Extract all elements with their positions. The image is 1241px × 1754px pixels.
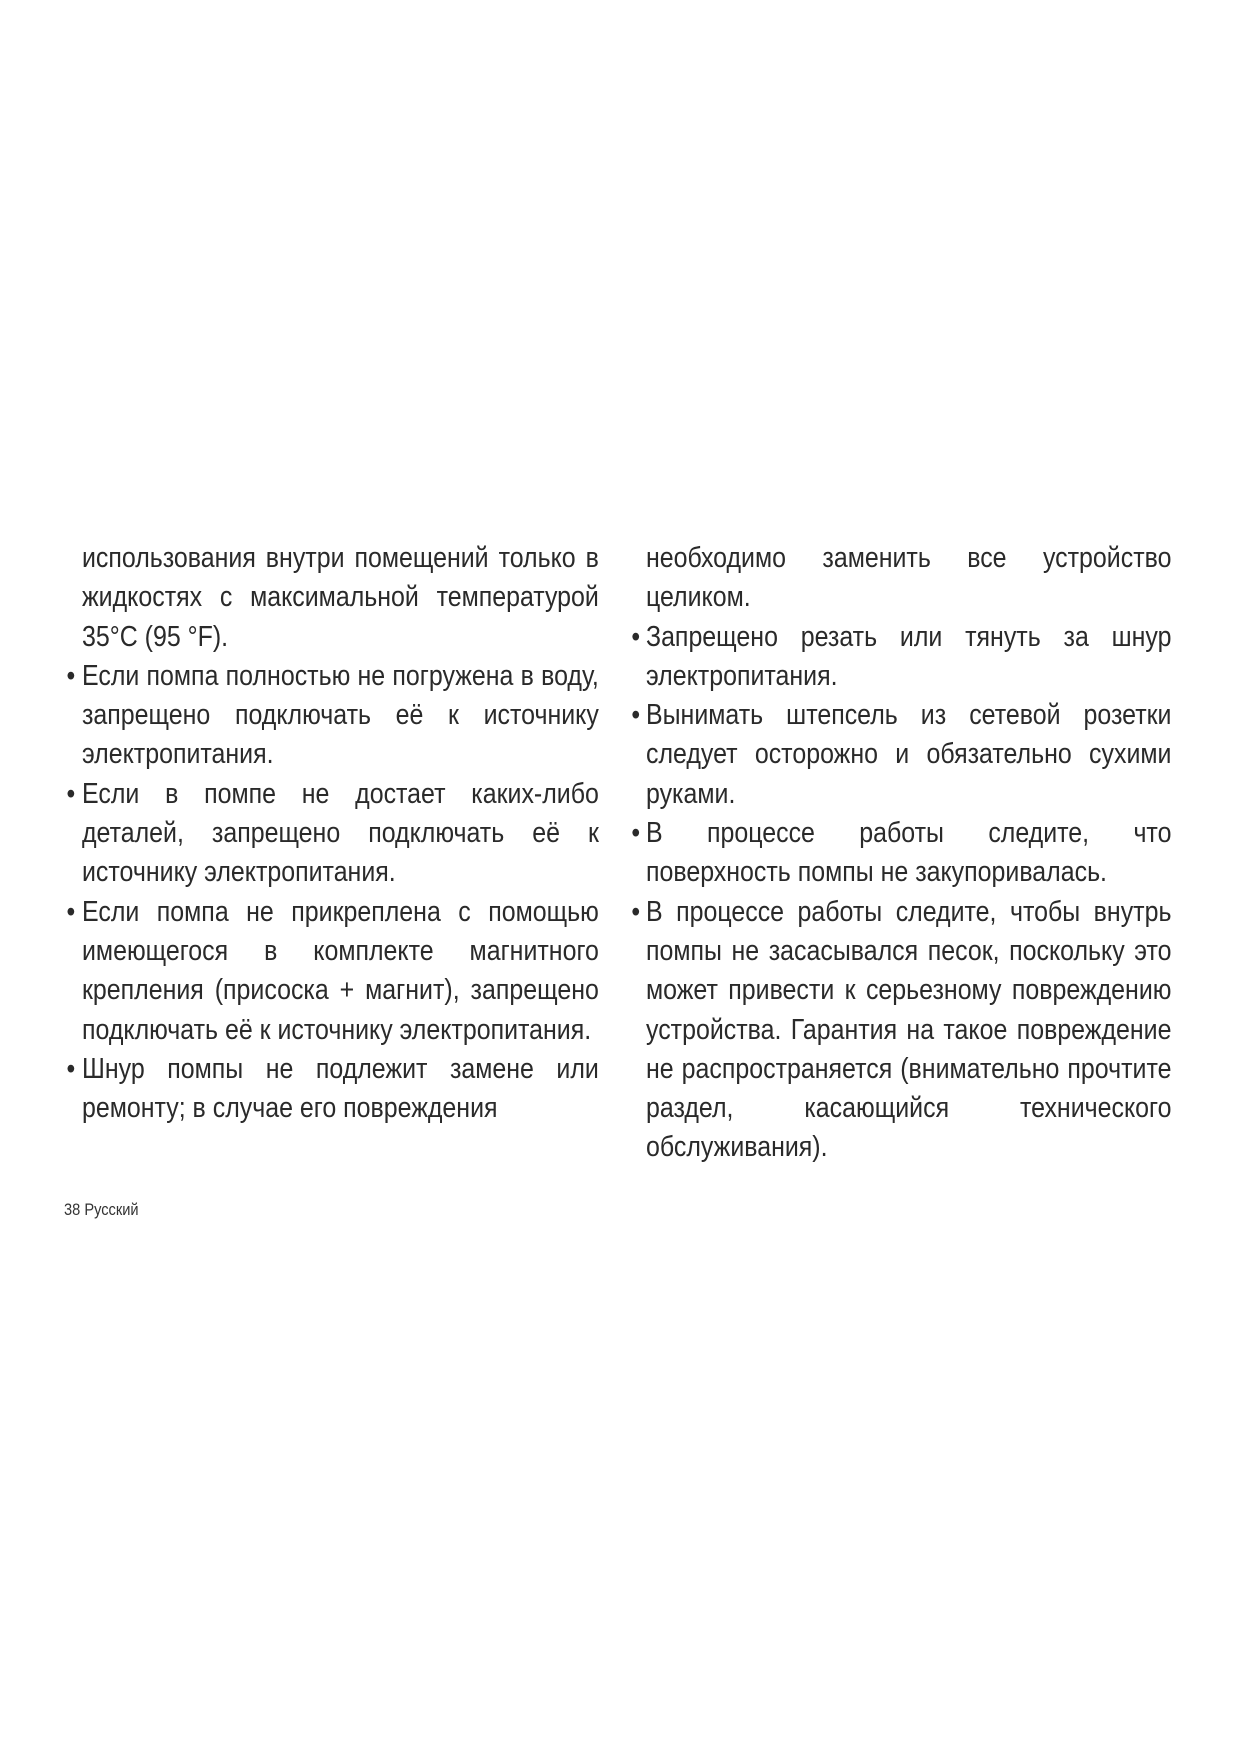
list-item-text: Шнур помпы не подлежит замене или ремонту; в случае его повреждения: [82, 1052, 599, 1125]
list-item: [631, 618, 1172, 697]
bullet-icon: •: [66, 895, 76, 928]
bullet-icon: •: [631, 699, 641, 732]
right-column: [631, 539, 1172, 1168]
list-item-text: В процессе работы следите, чтобы внутрь помпы не засасывался песок, поскольку это может привести к серьезному повреждению устройства. Гарантия на такое повреждение не распространяется (внимательно прочтите раздел, касающийся технического обслуживания).: [646, 895, 1172, 1164]
left-column: [66, 539, 599, 1128]
bullet-icon: •: [631, 895, 641, 928]
list-item-text: Запрещено резать или тянуть за шнур электропитания.: [646, 620, 1172, 692]
bullet-icon: •: [631, 620, 641, 653]
bullet-icon: •: [66, 1052, 76, 1085]
paragraph-continuation: [646, 539, 1171, 618]
list-item: [631, 893, 1172, 1168]
list-item-text: Если помпа полностью не погружена в воду, запрещено подключать её к источнику электропитания.: [82, 659, 599, 771]
page-number: 38: [64, 1200, 81, 1219]
paragraph-text: необходимо заменить все устройство целиком.: [646, 542, 1172, 614]
bullet-icon: •: [66, 777, 76, 810]
list-item: [66, 657, 599, 775]
list-item-text: Если в помпе не достает каких-либо деталей, запрещено подключать её к источнику электропитания.: [82, 777, 599, 889]
language-label: Русский: [84, 1200, 139, 1219]
list-item-text: В процессе работы следите, что поверхность помпы не закупоривалась.: [646, 817, 1172, 889]
bullet-icon: •: [631, 817, 641, 850]
list-item: [66, 893, 599, 1050]
list-item: [631, 814, 1172, 893]
list-item-text: Вынимать штепсель из сетевой розетки следует осторожно и обязательно сухими руками.: [646, 699, 1172, 810]
list-item: [66, 775, 599, 893]
page-footer: [64, 1200, 139, 1220]
paragraph-text: использования внутри помещений только в жидкостях с максимальной температурой 35°C (95 °F).: [82, 542, 599, 653]
list-item: [631, 696, 1172, 814]
list-item-text: Если помпа не прикреплена с помощью имеющегося в комплекте магнитного крепления (присоска + магнит), запрещено подключать её к источнику электропитания.: [82, 895, 599, 1046]
bullet-icon: •: [66, 659, 76, 692]
list-item: [66, 1050, 599, 1129]
paragraph-continuation: [82, 539, 599, 657]
